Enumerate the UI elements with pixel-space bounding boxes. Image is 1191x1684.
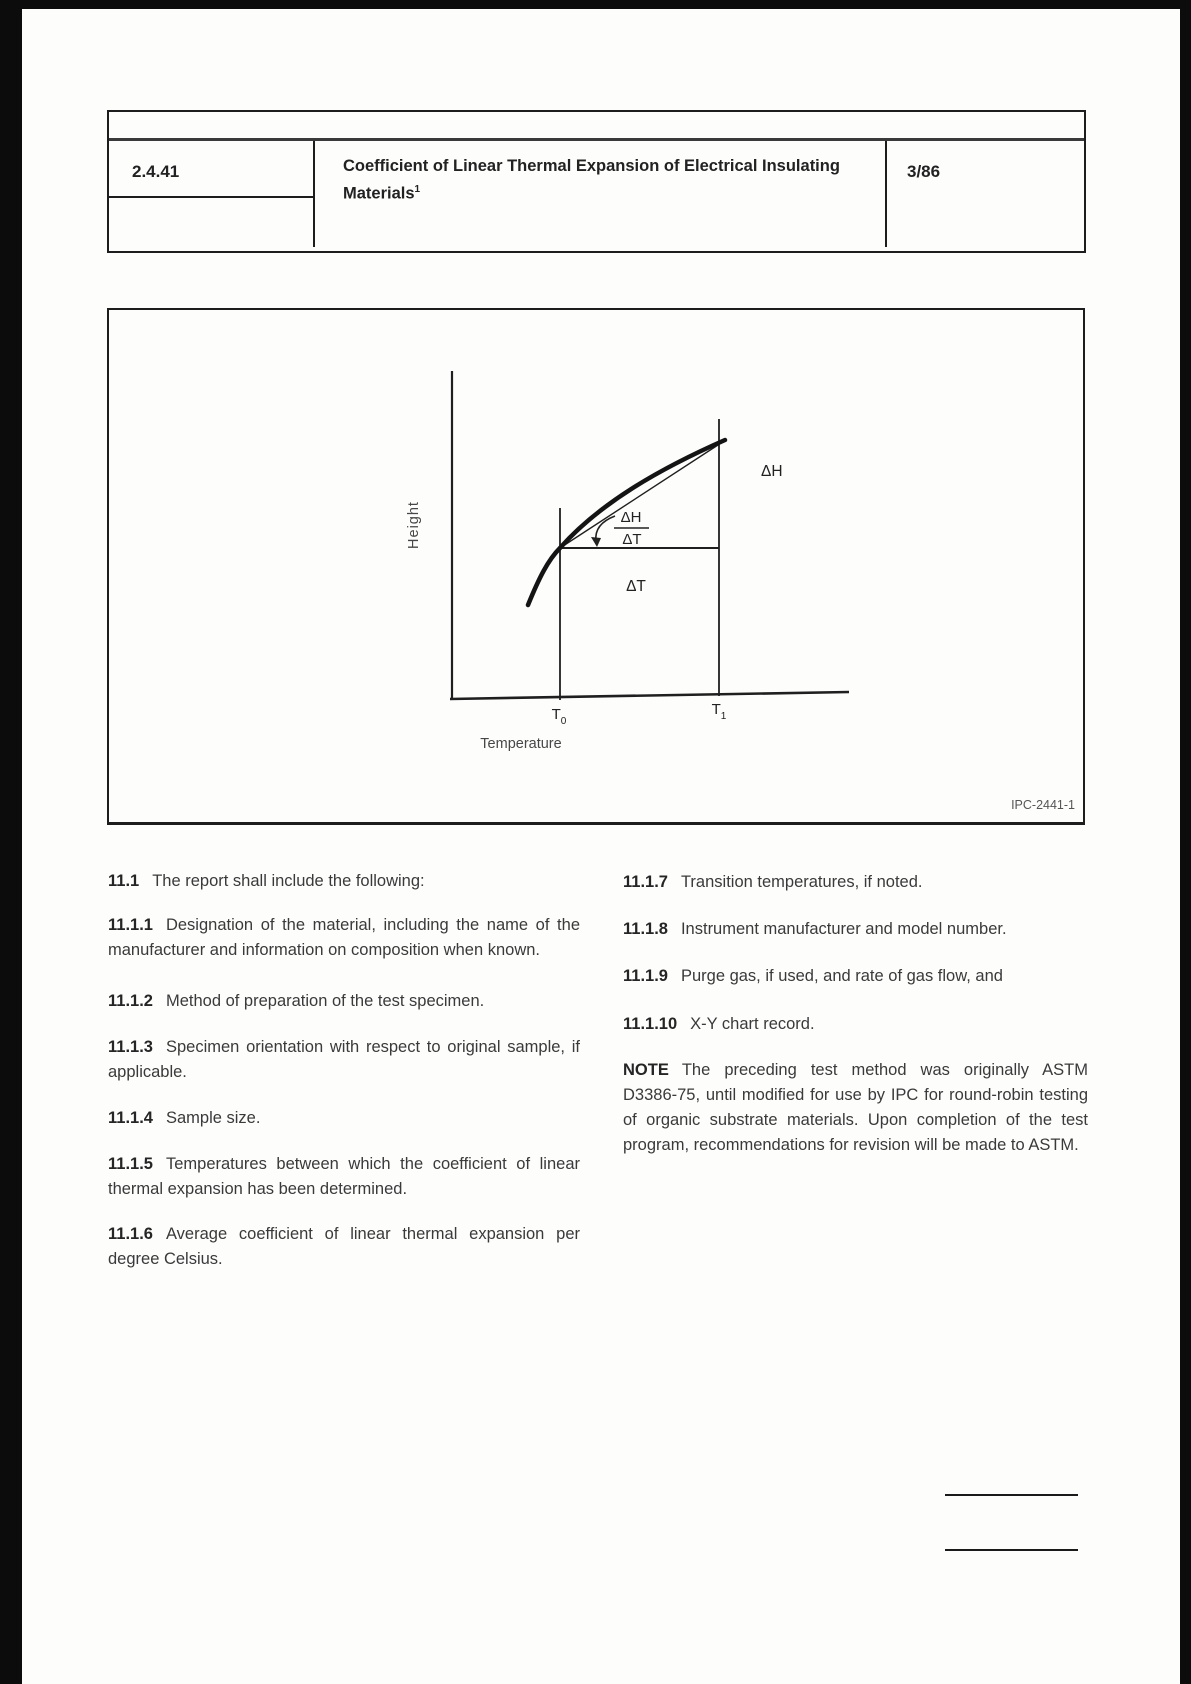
x-axis-label: Temperature [480,736,562,752]
x-axis-line [450,692,849,699]
scan-edge-top [0,0,1191,9]
document-title [343,154,863,206]
clause-text: Specimen orientation with respect to original sample, if applicable. [108,1038,580,1081]
header-table [107,110,1086,253]
title-footnote-mark: 1 [414,184,421,195]
paragraph-11-1-9 [623,964,1088,989]
clause-text: Purge gas, if used, and rate of gas flow, and [680,967,1003,985]
t1-tick-sub: 1 [720,711,727,722]
t1-tick-label [712,701,727,722]
bottom-rule-2 [945,1549,1078,1551]
clause-number: 11.1 [108,872,140,890]
clause-text: Temperatures between which the coefficient of linear thermal expansion has been determined. [108,1155,580,1198]
clause-text: Sample size. [165,1109,261,1127]
slope-fraction-denominator: ΔT [622,531,642,548]
paragraph-11-1-7 [623,870,1088,895]
paragraph-11-1-3 [108,1035,580,1085]
paragraph-11-1-6 [108,1222,580,1272]
note-label: NOTE [623,1061,669,1079]
y-axis-label: Height [406,501,422,549]
t0-tick-label [552,706,567,727]
paragraph-11-1-8 [623,917,1088,942]
section-number: 2.4.41 [132,162,180,181]
clause-number: 11.1.1 [108,916,153,934]
clause-number: 11.1.2 [108,992,153,1010]
clause-text: Instrument manufacturer and model number. [680,920,1007,938]
thermal-expansion-graph [109,310,1083,822]
clause-number: 11.1.7 [623,873,668,891]
clause-text: Average coefficient of linear thermal expansion per degree Celsius. [108,1225,580,1268]
paragraph-11-1 [108,869,580,894]
header-row-divider [109,138,1084,141]
delta-t-label: ΔT [626,578,646,595]
header-leftcell-divider [109,196,313,198]
paragraph-11-1-4 [108,1106,580,1131]
scan-edge-right [1180,0,1191,1684]
delta-h-label: ΔH [761,463,783,480]
clause-text: The report shall include the following: [152,872,425,890]
t0-tick-main: T [551,706,561,723]
clause-number: 11.1.5 [108,1155,153,1173]
clause-text: X-Y chart record. [690,1015,815,1033]
clause-number: 11.1.4 [108,1109,153,1127]
t0-tick-sub: 0 [560,716,567,727]
figure-box [107,308,1085,825]
header-column-divider-2 [885,141,887,247]
paragraph-11-1-10 [623,1012,1088,1037]
document-title-text: Coefficient of Linear Thermal Expansion of Electrical Insulating Materials [343,157,840,203]
bottom-rule-1 [945,1494,1078,1496]
figure-id: IPC-2441-1 [1011,798,1075,812]
angle-arrow [596,516,615,541]
slope-fraction-numerator: ΔH [620,509,642,526]
paragraph-11-1-5 [108,1152,580,1202]
clause-number: 11.1.9 [623,967,668,985]
paragraph-11-1-2 [108,989,580,1014]
clause-number: 11.1.6 [108,1225,153,1243]
t1-tick-main: T [711,701,721,718]
paragraph-11-1-1 [108,913,580,963]
clause-number: 11.1.3 [108,1038,153,1056]
clause-text: Method of preparation of the test specimen. [165,992,485,1010]
angle-arrowhead [591,537,601,547]
note-text: The preceding test method was originally ASTM D3386-75, until modified for use by IPC for round-robin testing of organic substrate materials. Upon completion of the test program, recommendations for revision will be made to ASTM. [623,1061,1088,1154]
revision-date: 3/86 [907,162,941,181]
clause-text: Transition temperatures, if noted. [680,873,923,891]
clause-text: Designation of the material, including the name of the manufacturer and information on composition when known. [108,916,580,959]
header-column-divider-1 [313,141,315,247]
note-paragraph [623,1058,1088,1158]
clause-number: 11.1.8 [623,920,668,938]
scan-edge-left [0,0,22,1684]
clause-number: 11.1.10 [623,1015,678,1033]
